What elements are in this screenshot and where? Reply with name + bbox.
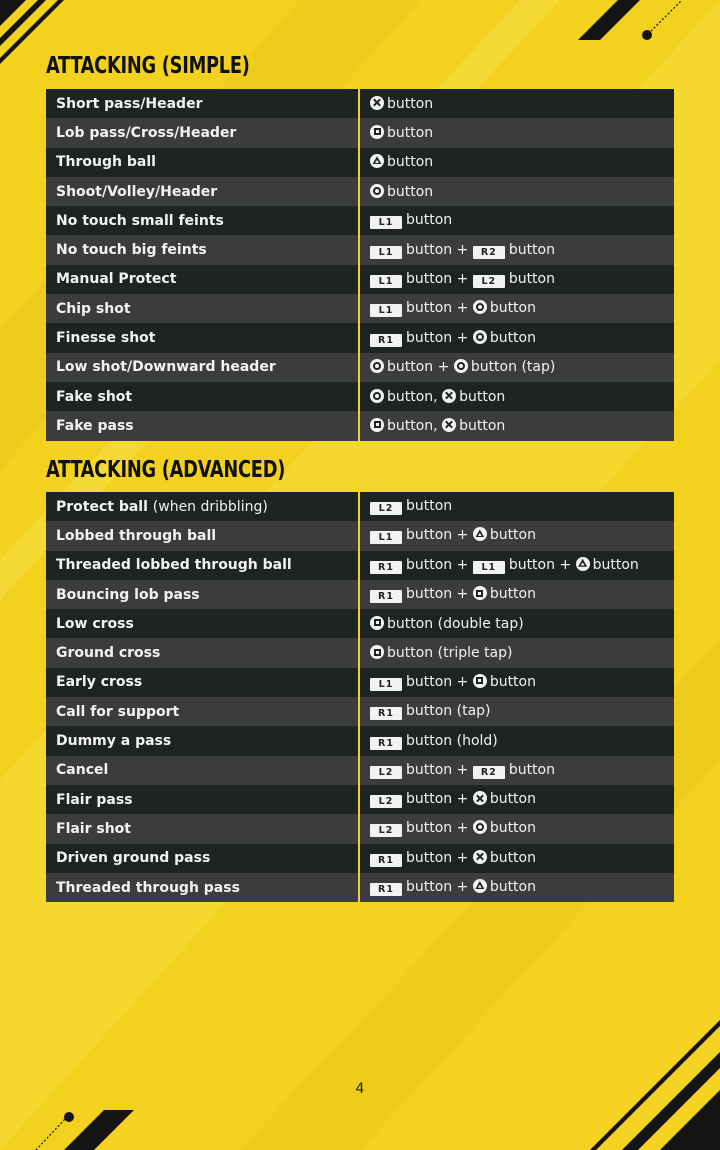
control-text: button	[387, 154, 434, 171]
control-cell	[359, 844, 674, 873]
control-text: button	[508, 241, 555, 258]
table-row	[46, 814, 674, 843]
control-part	[473, 557, 571, 573]
controller-key-icon: L2	[473, 275, 505, 288]
control-part	[370, 330, 468, 346]
action-cell	[46, 265, 359, 294]
action-cell	[46, 756, 359, 785]
action-label: Finesse shot	[56, 330, 156, 347]
action-label: Through ball	[56, 154, 156, 171]
action-cell	[46, 323, 359, 352]
table-row	[46, 235, 674, 264]
control-part	[473, 242, 555, 258]
control-text: button	[489, 300, 536, 317]
control-part	[370, 498, 452, 514]
action-cell	[46, 118, 359, 147]
square-button-icon	[473, 586, 487, 600]
table-row	[46, 411, 674, 440]
square-button-icon	[370, 125, 384, 139]
control-text: button	[489, 329, 536, 346]
cross-button-icon	[442, 389, 456, 403]
action-label: Ground cross	[56, 645, 161, 662]
action-label: Protect ball	[56, 498, 148, 515]
control-part	[473, 762, 555, 778]
action-label: Flair shot	[56, 820, 131, 837]
controller-key-icon: L1	[370, 531, 402, 544]
control-part	[473, 300, 536, 316]
control-cell	[359, 235, 674, 264]
control-cell	[359, 353, 674, 382]
table-row	[46, 177, 674, 206]
control-part	[370, 791, 468, 807]
control-text: button +	[406, 329, 469, 346]
control-part	[370, 879, 468, 895]
page-number: 4	[355, 1081, 365, 1097]
control-text: button (tap)	[406, 703, 491, 720]
action-cell	[46, 873, 359, 902]
table-row	[46, 492, 674, 521]
table-row	[46, 294, 674, 323]
control-part	[370, 242, 468, 258]
section-title-attacking-simple: ATTACKING (SIMPLE)	[46, 53, 250, 79]
control-part	[370, 359, 449, 375]
controller-key-icon: R1	[370, 707, 402, 720]
table-row	[46, 551, 674, 580]
control-part	[370, 645, 512, 661]
action-label: Flair pass	[56, 791, 133, 808]
control-cell	[359, 668, 674, 697]
control-cell	[359, 697, 674, 726]
controller-key-icon: L1	[370, 304, 402, 317]
control-text: button	[387, 95, 434, 112]
control-text: button +	[406, 556, 469, 573]
control-cell	[359, 580, 674, 609]
control-text: button +	[406, 241, 469, 258]
control-text: button +	[406, 527, 469, 544]
table-row	[46, 638, 674, 667]
control-text: button +	[406, 820, 469, 837]
action-label: Fake pass	[56, 417, 134, 434]
control-text: button (triple tap)	[387, 645, 513, 662]
action-cell	[46, 492, 359, 521]
control-text: button +	[406, 849, 469, 866]
controller-key-icon: R1	[370, 883, 402, 896]
control-text: button	[489, 673, 536, 690]
action-cell	[46, 609, 359, 638]
control-cell	[359, 294, 674, 323]
action-label: Lob pass/Cross/Header	[56, 124, 237, 141]
attacking-advanced-table	[46, 492, 674, 902]
control-cell	[359, 638, 674, 667]
circle-button-icon	[370, 359, 384, 373]
controller-key-icon: L1	[370, 275, 402, 288]
control-text: button +	[406, 586, 469, 603]
controller-key-icon: L1	[473, 561, 505, 574]
action-label: Early cross	[56, 674, 143, 691]
controller-key-icon: L1	[370, 216, 402, 229]
control-text: button +	[406, 673, 469, 690]
triangle-button-icon	[473, 879, 487, 893]
control-part	[370, 125, 433, 141]
control-text: button	[508, 270, 555, 287]
control-part	[370, 762, 468, 778]
control-part	[473, 879, 536, 895]
control-part	[370, 271, 468, 287]
control-part	[370, 557, 468, 573]
control-text: button +	[406, 300, 469, 317]
attacking-simple-table	[46, 89, 674, 441]
action-label: Driven ground pass	[56, 850, 211, 867]
action-label: Lobbed through ball	[56, 527, 217, 544]
action-cell	[46, 89, 359, 118]
controller-key-icon: L2	[370, 824, 402, 837]
control-cell	[359, 609, 674, 638]
control-text: button,	[387, 388, 438, 405]
control-part	[473, 820, 536, 836]
control-part	[473, 271, 555, 287]
action-cell	[46, 411, 359, 440]
action-cell	[46, 382, 359, 411]
controller-key-icon: L2	[370, 502, 402, 515]
control-text: button	[489, 879, 536, 895]
control-cell	[359, 148, 674, 177]
control-part	[370, 674, 468, 690]
controller-key-icon: R1	[370, 334, 402, 347]
controller-key-icon: R1	[370, 590, 402, 603]
control-part	[473, 527, 536, 543]
control-cell	[359, 323, 674, 352]
control-part	[370, 616, 524, 632]
table-row	[46, 609, 674, 638]
control-part	[370, 586, 468, 602]
control-part	[370, 850, 468, 866]
circle-button-icon	[473, 300, 487, 314]
action-label: Call for support	[56, 703, 180, 720]
action-label: Threaded lobbed through ball	[56, 557, 292, 574]
control-text: button +	[406, 761, 469, 778]
control-cell	[359, 756, 674, 785]
action-label: Threaded through pass	[56, 879, 240, 896]
control-part	[370, 96, 433, 112]
table-row	[46, 148, 674, 177]
table-row	[46, 844, 674, 873]
action-label: Short pass/Header	[56, 95, 203, 112]
control-text: button	[489, 791, 536, 808]
table-row	[46, 785, 674, 814]
controller-key-icon: R2	[473, 246, 505, 259]
control-text: button +	[406, 791, 469, 808]
table-row	[46, 580, 674, 609]
action-cell	[46, 697, 359, 726]
control-text: button	[406, 498, 453, 515]
control-part	[442, 389, 505, 405]
cross-button-icon	[473, 850, 487, 864]
action-cell	[46, 294, 359, 323]
control-part	[370, 300, 468, 316]
action-cell	[46, 726, 359, 755]
control-cell	[359, 411, 674, 440]
control-text: button (double tap)	[387, 615, 524, 632]
control-cell	[359, 873, 674, 902]
control-text: button	[387, 183, 434, 200]
table-row	[46, 206, 674, 235]
control-part	[370, 733, 498, 749]
control-text: button +	[406, 270, 469, 287]
action-cell	[46, 785, 359, 814]
action-cell	[46, 668, 359, 697]
circle-button-icon	[370, 389, 384, 403]
triangle-button-icon	[576, 557, 590, 571]
control-cell	[359, 118, 674, 147]
cross-button-icon	[370, 96, 384, 110]
control-part	[442, 418, 505, 434]
control-part	[370, 418, 438, 434]
control-text: button +	[387, 359, 450, 376]
control-text: button	[406, 212, 453, 229]
action-cell	[46, 551, 359, 580]
action-label: No touch big feints	[56, 242, 207, 259]
action-label: Fake shot	[56, 388, 133, 405]
control-part	[473, 330, 536, 346]
action-label: Shoot/Volley/Header	[56, 183, 218, 200]
control-part	[473, 850, 536, 866]
control-text: button	[592, 556, 639, 573]
control-part	[454, 359, 556, 375]
table-row	[46, 668, 674, 697]
control-part	[370, 703, 491, 719]
action-cell	[46, 177, 359, 206]
control-text: button	[459, 388, 506, 405]
circle-button-icon	[454, 359, 468, 373]
table-row	[46, 756, 674, 785]
action-cell	[46, 206, 359, 235]
control-cell	[359, 814, 674, 843]
control-text: button	[489, 586, 536, 603]
action-label: Chip shot	[56, 300, 131, 317]
control-cell	[359, 206, 674, 235]
circle-button-icon	[473, 330, 487, 344]
control-part	[370, 184, 433, 200]
control-cell	[359, 177, 674, 206]
square-button-icon	[370, 616, 384, 630]
control-text: button	[387, 124, 434, 141]
table-row	[46, 382, 674, 411]
table-row	[46, 353, 674, 382]
action-label: Manual Protect	[56, 271, 177, 288]
control-cell	[359, 89, 674, 118]
action-cell	[46, 844, 359, 873]
table-row	[46, 89, 674, 118]
control-part	[473, 674, 536, 690]
action-cell	[46, 580, 359, 609]
action-cell	[46, 814, 359, 843]
control-part	[576, 557, 639, 573]
controller-key-icon: R2	[473, 766, 505, 779]
controller-key-icon: L2	[370, 795, 402, 808]
control-part	[473, 791, 536, 807]
controller-key-icon: R1	[370, 854, 402, 867]
control-part	[370, 212, 452, 228]
controller-key-icon: L1	[370, 246, 402, 259]
action-cell	[46, 638, 359, 667]
control-cell	[359, 492, 674, 521]
control-cell	[359, 785, 674, 814]
table-row	[46, 323, 674, 352]
action-cell	[46, 521, 359, 550]
square-button-icon	[370, 645, 384, 659]
action-cell	[46, 353, 359, 382]
control-text: button	[489, 849, 536, 866]
control-cell	[359, 265, 674, 294]
circle-button-icon	[473, 820, 487, 834]
control-text: button (hold)	[406, 732, 498, 749]
action-label: Low cross	[56, 615, 134, 632]
control-cell	[359, 521, 674, 550]
cross-button-icon	[473, 791, 487, 805]
action-cell	[46, 235, 359, 264]
action-note: (when dribbling)	[152, 498, 268, 515]
control-text: button +	[508, 556, 572, 573]
control-text: button	[489, 820, 536, 837]
controller-key-icon: L1	[370, 678, 402, 691]
square-button-icon	[473, 674, 487, 688]
action-label: Low shot/Downward header	[56, 359, 276, 376]
controller-key-icon: R1	[370, 737, 402, 750]
control-part	[370, 389, 438, 405]
control-cell	[359, 726, 674, 755]
control-cell	[359, 382, 674, 411]
control-text: button	[508, 761, 555, 778]
action-label: Bouncing lob pass	[56, 586, 200, 603]
circle-button-icon	[370, 184, 384, 198]
control-text: button,	[387, 417, 438, 434]
control-part	[370, 154, 433, 170]
action-label: Cancel	[56, 762, 109, 779]
controller-key-icon: L2	[370, 766, 402, 779]
control-part	[473, 586, 536, 602]
triangle-button-icon	[370, 154, 384, 168]
cross-button-icon	[442, 418, 456, 432]
triangle-button-icon	[473, 527, 487, 541]
action-label: No touch small feints	[56, 212, 224, 229]
control-text: button +	[406, 879, 469, 895]
control-text: button	[459, 417, 506, 434]
square-button-icon	[370, 418, 384, 432]
controller-key-icon: R1	[370, 561, 402, 574]
table-row	[46, 265, 674, 294]
control-cell	[359, 551, 674, 580]
control-text: button	[489, 527, 536, 544]
section-title-attacking-advanced: ATTACKING (ADVANCED)	[46, 457, 286, 483]
table-row	[46, 726, 674, 755]
control-part	[370, 820, 468, 836]
control-part	[370, 527, 468, 543]
table-row	[46, 697, 674, 726]
action-cell	[46, 148, 359, 177]
control-text: button (tap)	[470, 359, 556, 376]
table-row	[46, 873, 674, 902]
table-row	[46, 118, 674, 147]
action-label: Dummy a pass	[56, 733, 172, 750]
table-row	[46, 521, 674, 550]
